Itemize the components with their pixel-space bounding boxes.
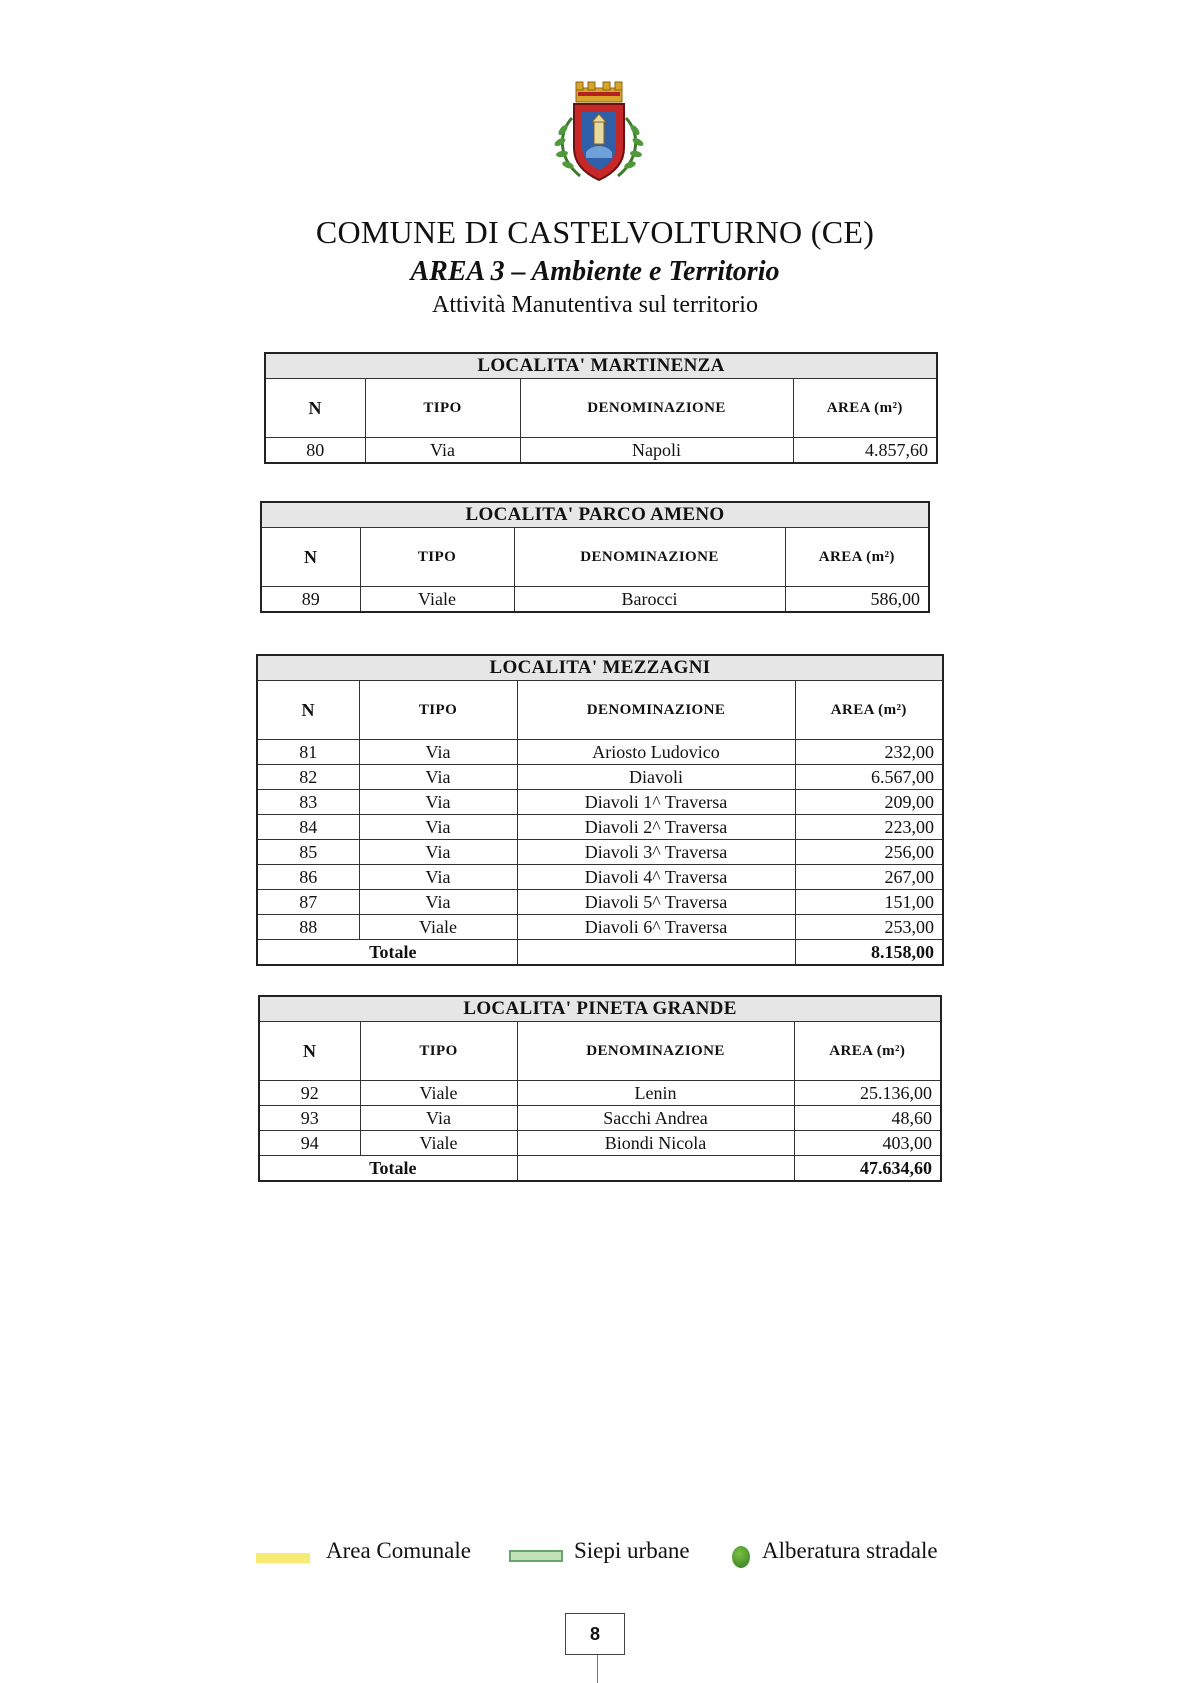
table-row — [257, 890, 943, 915]
table-row — [257, 815, 943, 840]
cell-area: 48,60 — [794, 1106, 941, 1131]
cell-tipo: Via — [365, 438, 520, 464]
activity-subtitle: Attività Manutentiva sul territorio — [432, 292, 758, 318]
total-empty-cell — [517, 940, 795, 966]
column-header-denominazione: DENOMINAZIONE — [514, 528, 785, 587]
column-header-denominazione: DENOMINAZIONE — [520, 379, 793, 438]
page-number-divider — [597, 1655, 598, 1683]
cell-n: 85 — [257, 840, 359, 865]
table-row — [257, 865, 943, 890]
column-header-tipo: TIPO — [360, 528, 514, 587]
column-header-area: AREA (m²) — [785, 528, 929, 587]
table-caption: LOCALITA' MEZZAGNI — [257, 655, 943, 681]
column-header-tipo: TIPO — [365, 379, 520, 438]
column-header-area: AREA (m²) — [793, 379, 937, 438]
cell-tipo: Viale — [360, 1131, 517, 1156]
column-header-n: N — [265, 379, 365, 438]
column-header-n: N — [257, 681, 359, 740]
table-caption: LOCALITA' PINETA GRANDE — [259, 996, 941, 1022]
column-header-n: N — [259, 1022, 360, 1081]
cell-denominazione: Diavoli 2^ Traversa — [517, 815, 795, 840]
legend-siepi-urbane-label: Siepi urbane — [574, 1538, 690, 1563]
cell-tipo: Viale — [359, 915, 517, 940]
table-row — [257, 740, 943, 765]
legend-area-comunale-swatch — [256, 1553, 310, 1563]
cell-n: 88 — [257, 915, 359, 940]
table-martinenza — [264, 352, 938, 464]
column-header-denominazione: DENOMINAZIONE — [517, 681, 795, 740]
cell-n: 94 — [259, 1131, 360, 1156]
cell-n: 86 — [257, 865, 359, 890]
cell-area: 151,00 — [795, 890, 943, 915]
cell-area: 403,00 — [794, 1131, 941, 1156]
cell-tipo: Via — [359, 890, 517, 915]
cell-area: 6.567,00 — [795, 765, 943, 790]
table-caption: LOCALITA' PARCO AMENO — [261, 502, 929, 528]
legend-area-comunale-label: Area Comunale — [326, 1538, 471, 1563]
column-header-denominazione: DENOMINAZIONE — [517, 1022, 794, 1081]
table-row — [261, 587, 929, 613]
cell-area: 223,00 — [795, 815, 943, 840]
column-header-n: N — [261, 528, 360, 587]
cell-denominazione: Sacchi Andrea — [517, 1106, 794, 1131]
cell-tipo: Via — [359, 790, 517, 815]
column-header-tipo: TIPO — [359, 681, 517, 740]
municipality-title: COMUNE DI CASTELVOLTURNO (CE) — [315, 214, 875, 250]
cell-denominazione: Diavoli 3^ Traversa — [517, 840, 795, 865]
cell-tipo: Via — [359, 740, 517, 765]
legend-siepi-urbane-swatch — [509, 1550, 563, 1562]
column-header-area: AREA (m²) — [794, 1022, 941, 1081]
cell-denominazione: Diavoli 1^ Traversa — [517, 790, 795, 815]
table-row — [257, 790, 943, 815]
column-header-area: AREA (m²) — [795, 681, 943, 740]
cell-tipo: Via — [359, 865, 517, 890]
table-parco-ameno — [260, 501, 930, 613]
cell-denominazione: Diavoli 4^ Traversa — [517, 865, 795, 890]
cell-denominazione: Diavoli 5^ Traversa — [517, 890, 795, 915]
cell-n: 87 — [257, 890, 359, 915]
cell-n: 81 — [257, 740, 359, 765]
table-row — [265, 438, 937, 464]
total-value: 47.634,60 — [794, 1156, 941, 1182]
table-pineta-grande — [258, 995, 942, 1182]
cell-n: 93 — [259, 1106, 360, 1131]
coat-of-arms-logo — [550, 78, 648, 186]
cell-n: 83 — [257, 790, 359, 815]
total-label: Totale — [257, 940, 517, 966]
cell-denominazione: Biondi Nicola — [517, 1131, 794, 1156]
cell-area: 586,00 — [785, 587, 929, 613]
table-row — [259, 1106, 941, 1131]
cell-denominazione: Diavoli — [517, 765, 795, 790]
cell-area: 253,00 — [795, 915, 943, 940]
tree-dot-icon — [732, 1546, 750, 1568]
cell-denominazione: Napoli — [520, 438, 793, 464]
table-row — [259, 1131, 941, 1156]
table-row — [257, 840, 943, 865]
cell-denominazione: Diavoli 6^ Traversa — [517, 915, 795, 940]
cell-n: 82 — [257, 765, 359, 790]
cell-tipo: Via — [359, 815, 517, 840]
cell-area: 25.136,00 — [794, 1081, 941, 1106]
total-row — [257, 940, 943, 966]
cell-tipo: Via — [360, 1106, 517, 1131]
total-value: 8.158,00 — [795, 940, 943, 966]
cell-n: 84 — [257, 815, 359, 840]
cell-tipo: Viale — [360, 1081, 517, 1106]
table-caption: LOCALITA' MARTINENZA — [265, 353, 937, 379]
total-label: Totale — [259, 1156, 517, 1182]
table-row — [257, 765, 943, 790]
cell-tipo: Via — [359, 765, 517, 790]
cell-n: 80 — [265, 438, 365, 464]
table-row — [259, 1081, 941, 1106]
table-row — [257, 915, 943, 940]
cell-tipo: Via — [359, 840, 517, 865]
cell-n: 89 — [261, 587, 360, 613]
column-header-tipo: TIPO — [360, 1022, 517, 1081]
cell-area: 267,00 — [795, 865, 943, 890]
cell-area: 209,00 — [795, 790, 943, 815]
total-empty-cell — [517, 1156, 794, 1182]
table-mezzagni — [256, 654, 944, 966]
legend-alberatura-stradale-label: Alberatura stradale — [762, 1538, 938, 1563]
cell-denominazione: Ariosto Ludovico — [517, 740, 795, 765]
cell-denominazione: Barocci — [514, 587, 785, 613]
cell-area: 232,00 — [795, 740, 943, 765]
cell-n: 92 — [259, 1081, 360, 1106]
total-row — [259, 1156, 941, 1182]
area-heading: AREA 3 – Ambiente e Territorio — [410, 256, 780, 287]
cell-denominazione: Lenin — [517, 1081, 794, 1106]
cell-area: 4.857,60 — [793, 438, 937, 464]
cell-area: 256,00 — [795, 840, 943, 865]
cell-tipo: Viale — [360, 587, 514, 613]
page-number: 8 — [565, 1613, 625, 1655]
